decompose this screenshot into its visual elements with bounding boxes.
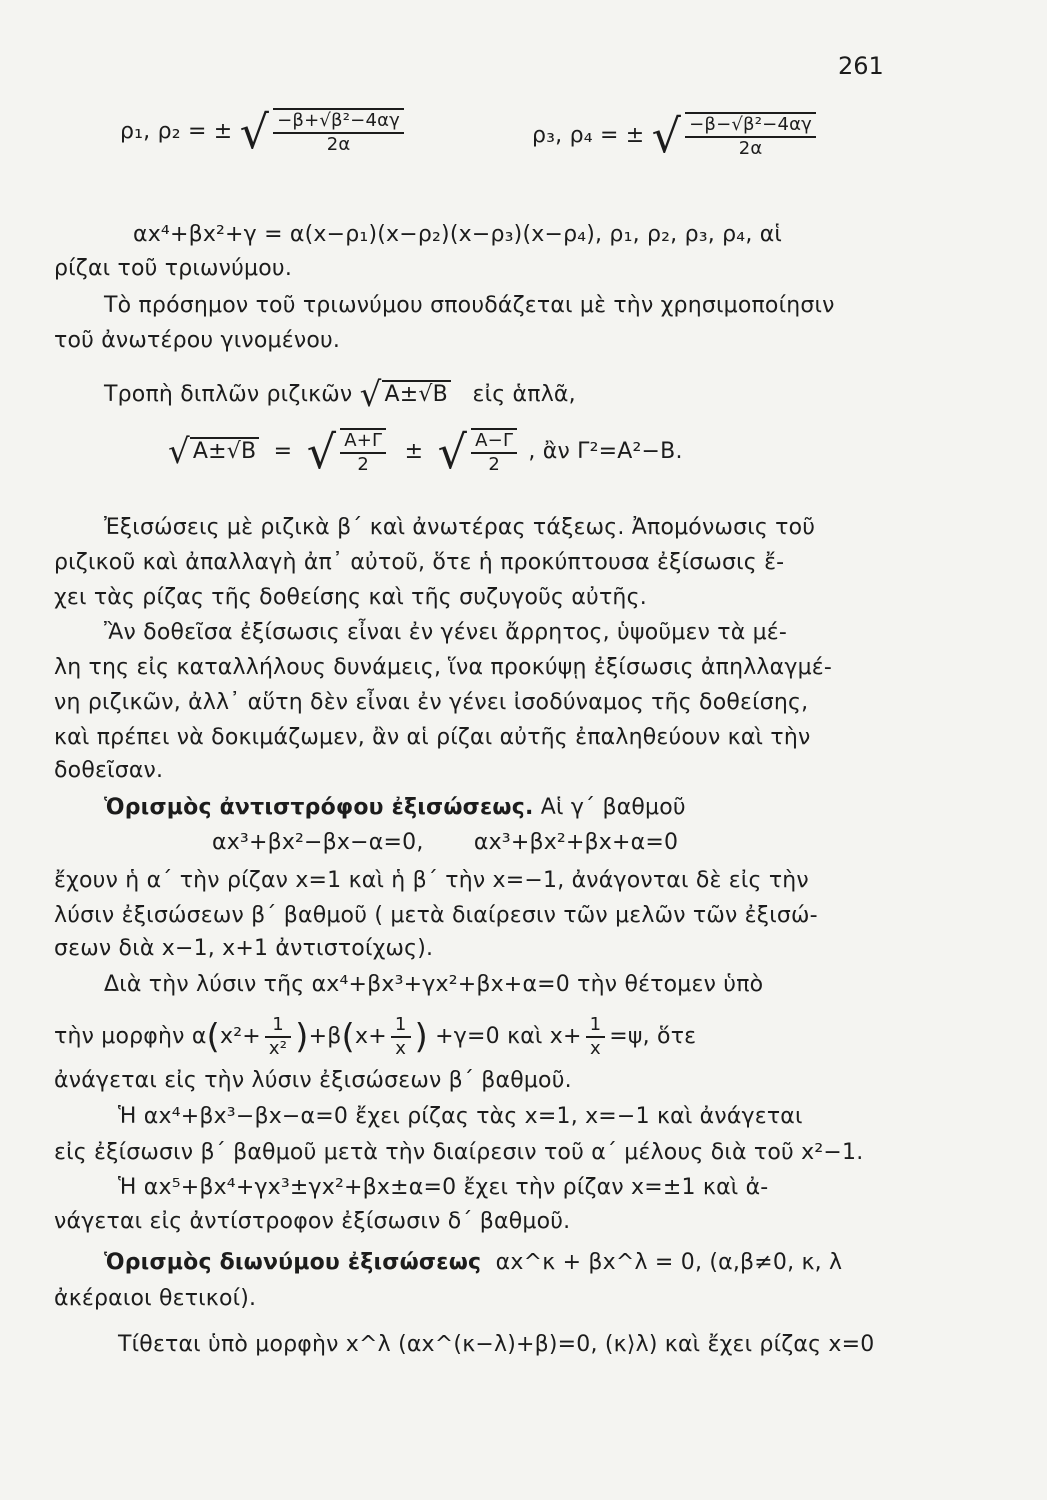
radical: √ $\frac{\text{−β−√β²−4αγ}}{2\alpha}$ [652, 112, 820, 160]
section-heading: Ὁρισμὸς ἀντιστρόφου ἐξισώσεως. [104, 795, 534, 820]
radical-numerator: −β+√β²−4αγ [273, 108, 404, 134]
text-line: χει τὰς ρίζας τῆς δοθείσης καὶ τῆς συζυγοῦς αὐτῆς. [54, 585, 647, 610]
radicand: A±√B [382, 380, 451, 407]
text-line: ἔχουν ἡ α΄ τὴν ρίζαν x=1 καὶ ἡ β΄ τὴν x=−1, ἀνάγονται δὲ εἰς τὴν [54, 868, 809, 893]
formula-double-radical: √ A±√B = √ $\frac{A+\Gamma}{2}$ ± √ $\frac{A-\Gamma}{2}$ , ἂν Γ²=A²−B. [168, 425, 683, 479]
text-line: τοῦ ἀνωτέρου γινομένου. [54, 328, 341, 353]
text-line-double-radical [104, 372, 576, 418]
radical-numerator: −β−√β²−4αγ [685, 112, 816, 138]
radical-denominator: 2α [738, 138, 763, 159]
text-line: ἀκέραιοι θετικοί). [54, 1286, 257, 1311]
radical-numerator: A+Γ [340, 428, 386, 454]
formula-roots-1-2 [120, 105, 408, 159]
formula-term: x+ [354, 1024, 387, 1049]
text-line: νη ριζικῶν, ἀλλ᾽ αὕτη δὲν εἶναι ἐν γένει ἰσοδύναμος τῆς δοθείσης, [54, 690, 809, 715]
roots-1-2-lhs: ρ₁, ρ₂ = ± [120, 119, 233, 144]
page-number: 261 [838, 52, 884, 80]
formula-factorization: αx⁴+βx²+γ = α(x−ρ₁)(x−ρ₂)(x−ρ₃)(x−ρ₄), ρ₁, ρ₂, ρ₃, ρ₄, αἱ [133, 222, 783, 247]
radical: √ A±√B [168, 429, 259, 475]
text-line: λη της εἰς καταλλήλους δυνάμεις, ἵνα προκύψῃ ἐξίσωσις ἀπηλλαγμέ- [54, 655, 832, 680]
fraction-numerator: 1 [586, 1014, 606, 1038]
text-fragment: Αἱ γ΄ βαθμοῦ [540, 795, 686, 820]
radical-denominator: 2 [357, 454, 370, 475]
formula-term: +β [308, 1024, 342, 1049]
text-fragment: τὴν μορφὴν [54, 1024, 185, 1049]
fraction-denominator: x² [268, 1038, 288, 1059]
text-line: λύσιν ἐξισώσεων β΄ βαθμοῦ ( μετὰ διαίρεσιν τῶν μελῶν τῶν ἐξισώ- [54, 903, 818, 928]
radical: √ $\frac{A-\Gamma}{2}$ [438, 428, 522, 476]
section-heading: Ὁρισμὸς διωνύμου ἐξισώσεως [104, 1250, 482, 1275]
text-fragment: εἰς ἁπλᾶ, [472, 382, 576, 407]
formula-term: x²+ [220, 1024, 261, 1049]
fraction-numerator: 1 [391, 1014, 411, 1038]
text-line: Ἐξισώσεις μὲ ριζικὰ β΄ καὶ ἀνωτέρας τάξεως. Ἀπομόνωσις τοῦ [104, 515, 816, 540]
formula-term: x+ [549, 1024, 582, 1049]
radical: √ A±√B [360, 372, 451, 418]
definition-binomial-heading [104, 1250, 842, 1275]
text-line: Τὸ πρόσημον τοῦ τριωνύμου σπουδάζεται μὲ τὴν χρησιμοποίησιν [104, 293, 835, 318]
formula-b: αx³+βx²+βx+α=0 [473, 830, 679, 855]
text-fragment: ὅτε [657, 1024, 697, 1049]
formula-roots-3-4 [532, 109, 820, 163]
formula-term: +γ=0 [435, 1024, 500, 1049]
radical: √ $\frac{A+\Gamma}{2}$ [307, 428, 391, 476]
radicand: A±√B [190, 437, 259, 464]
text-line: Διὰ τὴν λύσιν τῆς αx⁴+βx³+γx²+βx+α=0 τὴν θέτομεν ὑπὸ [104, 972, 764, 997]
fraction-denominator: x [590, 1038, 601, 1059]
text-line: σεων διὰ x−1, x+1 ἀντιστοίχως). [54, 936, 434, 961]
text-line: ρίζαι τοῦ τριωνύμου. [54, 256, 293, 281]
text-line: ἀνάγεται εἰς τὴν λύσιν ἐξισώσεων β΄ βαθμοῦ. [54, 1068, 572, 1093]
text-line: δοθεῖσαν. [54, 758, 164, 783]
text-line: νάγεται εἰς ἀντίστροφον ἐξίσωσιν δ΄ βαθμοῦ. [54, 1209, 571, 1234]
formula-reciprocal-cubics [212, 830, 678, 855]
formula-term: =ψ, [609, 1024, 650, 1049]
text-fragment: καὶ [507, 1024, 543, 1049]
text-line: Τίθεται ὑπὸ μορφὴν x^λ (αx^(κ−λ)+β)=0, (κ⟩λ) καὶ ἔχει ρίζας x=0 [118, 1332, 875, 1357]
text-line: καὶ πρέπει νὰ δοκιμάζωμεν, ἂν αἱ ρίζαι αὐτῆς ἐπαληθεύουν καὶ τὴν [54, 725, 811, 750]
fraction-numerator: 1 [265, 1014, 291, 1038]
radical: √ $\frac{\text{−β+√β²−4αγ}}{2\alpha}$ [240, 108, 408, 156]
fraction-denominator: x [395, 1038, 407, 1059]
radical-denominator: 2α [326, 134, 351, 155]
text-line: εἰς ἐξίσωσιν β΄ βαθμοῦ μετὰ τὴν διαίρεσιν τοῦ α΄ μέλους διὰ τοῦ x²−1. [54, 1140, 864, 1165]
formula-tail: , ἂν Γ²=A²−B. [528, 439, 683, 464]
text-line: Ἡ αx⁵+βx⁴+γx³±γx²+βx±α=0 ἔχει τὴν ρίζαν x=±1 καὶ ἀ- [118, 1175, 769, 1200]
text-line: Ἂν δοθεῖσα ἐξίσωσις εἶναι ἐν γένει ἄρρητος, ὑψοῦμεν τὰ μέ- [104, 620, 788, 645]
formula-a: αx³+βx²−βx−α=0, [212, 830, 424, 855]
radical-numerator: A−Γ [471, 428, 517, 454]
formula-alpha: α [191, 1024, 207, 1049]
radical-denominator: 2 [488, 454, 500, 475]
text-fragment: Τροπὴ διπλῶν ριζικῶν [104, 382, 353, 407]
roots-3-4-lhs: ρ₃, ρ₄ = ± [532, 123, 645, 148]
text-line: Ἡ αx⁴+βx³−βx−α=0 ἔχει ρίζας τὰς x=1, x=−1 καὶ ἀνάγεται [118, 1104, 803, 1129]
definition-reciprocal-heading [104, 795, 686, 820]
text-fragment: αx^κ + βx^λ = 0, (α,β≠0, κ, λ [495, 1250, 843, 1275]
text-line-substitution: τὴν μορφὴν α(x²+ $\frac{1}{\text{x²}}$ )+β(x+ $\frac{1}{x}$ ) +γ=0 καὶ x+ $\frac{1}{x}$ =ψ, ὅτε [54, 1014, 697, 1059]
text-line: ριζικοῦ καὶ ἀπαλλαγὴ ἀπ᾽ αὐτοῦ, ὅτε ἡ προκύπτουσα ἐξίσωσις ἔ- [54, 550, 785, 575]
